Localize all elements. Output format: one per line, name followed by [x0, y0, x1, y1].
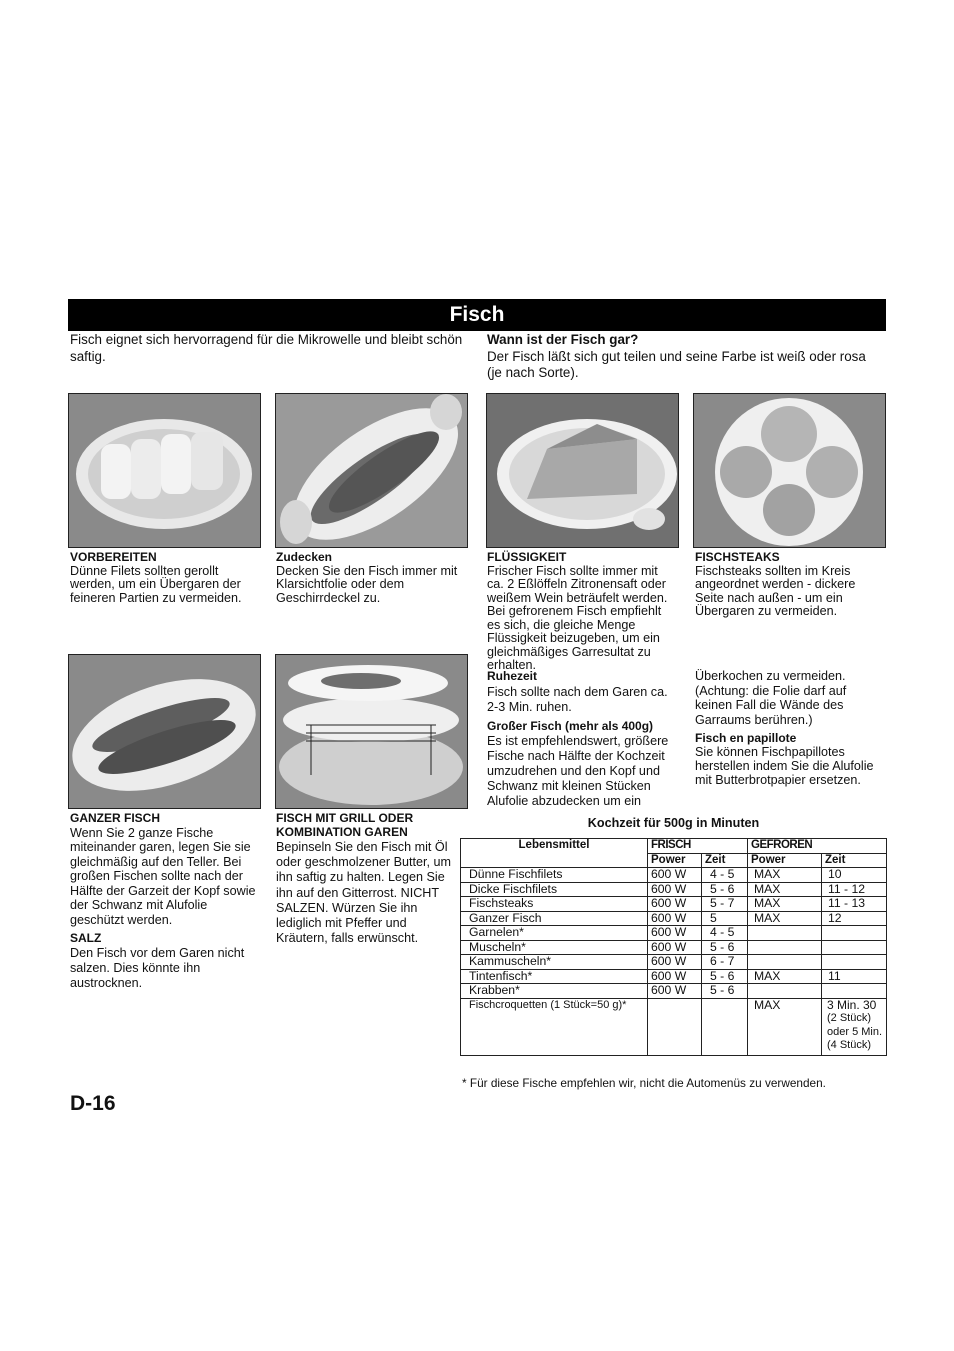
intro-text: Fisch eignet sich hervorragend für die Mikrowelle und bleibt schön saftig.	[70, 332, 463, 364]
row-food: Garnelen*	[461, 926, 648, 941]
croquette-time-line3: oder 5 Min.	[827, 1025, 883, 1038]
row-frozen-time	[822, 998, 887, 1055]
croquette-time-line2: (2 Stück)	[827, 1012, 872, 1024]
cover-text: Decken Sie den Fisch immer mit Klarsichtfolie oder dem Geschirrdeckel zu.	[276, 563, 458, 605]
row-fresh-time: 6 - 7	[702, 955, 748, 970]
croquette-time-line1: 3 Min. 30	[827, 997, 877, 1012]
section-whole-fish	[70, 812, 260, 991]
row-frozen-power: MAX	[748, 897, 822, 912]
row-frozen-power: MAX	[748, 969, 822, 984]
row-frozen-power	[748, 955, 822, 970]
row-frozen-time: 11 - 12	[822, 882, 887, 897]
row-fresh-time: 5 - 6	[702, 984, 748, 999]
row-fresh-time	[702, 998, 748, 1055]
row-frozen-time: 10	[822, 868, 887, 883]
large-fish-heading: Großer Fisch (mehr als 400g)	[487, 719, 654, 733]
salt-text: Den Fisch vor dem Garen nicht salzen. Dies könnte ihn austrocknen.	[70, 945, 245, 990]
section-liquid	[487, 551, 677, 673]
photo-covering-fish	[275, 393, 468, 548]
row-food: Ganzer Fisch	[461, 911, 648, 926]
resting-heading: Ruhezeit	[487, 669, 538, 683]
table-title: Kochzeit für 500g in Minuten	[587, 816, 760, 830]
subheader-frozen-time: Zeit	[822, 853, 887, 868]
grill-text: Bepinseln Sie den Fisch mit Öl oder geschmolzener Butter, um ihn saftig zu halten. Legen Sie ihn auf den Gitterrost. NICHT SALZEN. Würzen Sie ihn lediglich mit Pfeffer und Kräutern, falls erwünscht.	[276, 840, 452, 946]
photo-grill-rack	[275, 654, 468, 809]
row-fresh-power: 600 W	[648, 926, 702, 941]
subheader-blank	[461, 853, 648, 868]
header-fresh: FRISCH	[648, 839, 748, 854]
table-row	[461, 969, 887, 984]
cooking-time-table	[460, 838, 887, 1056]
table-row	[461, 998, 887, 1055]
liquid-heading: FLÜSSIGKEIT	[487, 550, 567, 564]
section-grill	[276, 812, 458, 946]
row-fresh-power: 600 W	[648, 955, 702, 970]
table-row	[461, 911, 887, 926]
row-fresh-power: 600 W	[648, 897, 702, 912]
table-row	[461, 955, 887, 970]
photo-whole-fish	[68, 654, 261, 809]
row-frozen-time: 11	[822, 969, 887, 984]
photo-liquid	[486, 393, 679, 548]
photo-fish-steaks	[693, 393, 886, 548]
footnote: * Für diese Fische empfehlen wir, nicht die Automenüs zu verwenden.	[462, 1076, 826, 1090]
row-frozen-power: MAX	[748, 998, 822, 1055]
row-frozen-power: MAX	[748, 911, 822, 926]
row-food: Fischsteaks	[461, 897, 648, 912]
row-food: Muscheln*	[461, 940, 648, 955]
page-number: D-16	[70, 1092, 116, 1115]
prepare-text: Dünne Filets sollten gerollt werden, um ein Übergaren der feineren Partien zu vermeiden.	[70, 563, 242, 605]
papillote-text: Sie können Fischpapillotes herstellen indem Sie die Alufolie mit Butterbrotpapier ersetzen.	[695, 745, 874, 787]
row-food: Kammuscheln*	[461, 955, 648, 970]
subheader-fresh-power: Power	[648, 853, 702, 868]
row-frozen-time	[822, 926, 887, 941]
large-fish-text: Es ist empfehlendswert, größere Fische nach Hälfte der Kochzeit umzudrehen und den Kopf und Schwanz mit kleinen Stücken Alufolie abzudecken um ein	[487, 734, 669, 808]
row-fresh-power: 600 W	[648, 940, 702, 955]
row-food: Dünne Fischfilets	[461, 868, 648, 883]
section-overcooking	[695, 669, 885, 787]
row-frozen-time: 11 - 13	[822, 897, 887, 912]
header-food: Lebensmittel	[461, 839, 648, 854]
section-prepare	[70, 551, 260, 605]
liquid-text: Frischer Fisch sollte immer mit ca. 2 Eßlöffeln Zitronensaft oder weißem Wein beträufelt werden. Bei gefrorenem Fisch empfiehlt es sich, die gleiche Menge Flüssigkeit beizugeben, um ein gleichmäßiges Garresultat zu erhalten.	[487, 563, 668, 672]
row-fresh-time: 5 - 6	[702, 969, 748, 984]
table-row	[461, 868, 887, 883]
row-fresh-time: 5 - 6	[702, 940, 748, 955]
row-fresh-power	[648, 998, 702, 1055]
whole-fish-text: Wenn Sie 2 ganze Fische miteinander garen, legen Sie sie gleichmäßig auf den Teller. Bei großen Fischen sollte nach der Hälfte der Garzeit der Kopf sowie der Schwanz mit Alufolie geschützt werden.	[70, 825, 256, 927]
row-fresh-power: 600 W	[648, 969, 702, 984]
table-row	[461, 984, 887, 999]
row-frozen-power: MAX	[748, 882, 822, 897]
papillote-heading: Fisch en papillote	[695, 731, 797, 745]
row-food: Tintenfisch*	[461, 969, 648, 984]
row-frozen-time	[822, 940, 887, 955]
table-row	[461, 882, 887, 897]
row-fresh-time: 5	[702, 911, 748, 926]
doneness-block	[487, 332, 882, 382]
section-resting-time	[487, 669, 677, 809]
row-fresh-time: 4 - 5	[702, 926, 748, 941]
fish-steaks-heading: FISCHSTEAKS	[695, 550, 780, 564]
croquette-time-line4: (4 Stück)	[827, 1039, 872, 1051]
overcooking-text: Überkochen zu vermeiden. (Achtung: die Folie darf auf keinen Fall die Wände des Garraums berühren.)	[695, 669, 847, 727]
row-fresh-time: 5 - 7	[702, 897, 748, 912]
doneness-heading: Wann ist der Fisch gar?	[487, 332, 639, 347]
salt-heading: SALZ	[70, 931, 102, 945]
page-title-banner: Fisch	[68, 299, 886, 331]
row-frozen-time	[822, 955, 887, 970]
subheader-frozen-power: Power	[748, 853, 822, 868]
table-header-row	[461, 839, 887, 854]
cover-heading: Zudecken	[276, 550, 333, 564]
row-frozen-time: 12	[822, 911, 887, 926]
row-fresh-time: 4 - 5	[702, 868, 748, 883]
row-food: Dicke Fischfilets	[461, 882, 648, 897]
header-frozen: GEFROREN	[748, 839, 887, 854]
photo-rolled-fillets	[68, 393, 261, 548]
prepare-heading: VORBEREITEN	[70, 550, 157, 564]
table-row	[461, 940, 887, 955]
section-cover	[276, 551, 468, 605]
section-fish-steaks	[695, 551, 885, 619]
row-fresh-power: 600 W	[648, 984, 702, 999]
row-food: Fischcroquetten (1 Stück=50 g)*	[461, 998, 648, 1055]
row-frozen-power	[748, 984, 822, 999]
row-food: Krabben*	[461, 984, 648, 999]
resting-text: Fisch sollte nach dem Garen ca. 2-3 Min. ruhen.	[487, 685, 668, 714]
fish-steaks-text: Fischsteaks sollten im Kreis angeordnet werden - dickere Seite nach außen - um ein Übergaren zu vermeiden.	[695, 563, 856, 618]
doneness-text: Der Fisch läßt sich gut teilen und seine Farbe ist weiß oder rosa (je nach Sorte).	[487, 348, 866, 380]
row-frozen-power: MAX	[748, 868, 822, 883]
grill-heading: FISCH MIT GRILL ODER KOMBINATION GAREN	[276, 811, 414, 839]
table-subheader-row	[461, 853, 887, 868]
row-frozen-power	[748, 940, 822, 955]
row-fresh-time: 5 - 6	[702, 882, 748, 897]
subheader-fresh-time: Zeit	[702, 853, 748, 868]
table-row	[461, 897, 887, 912]
row-fresh-power: 600 W	[648, 882, 702, 897]
row-frozen-power	[748, 926, 822, 941]
whole-fish-heading: GANZER FISCH	[70, 811, 160, 825]
row-fresh-power: 600 W	[648, 868, 702, 883]
table-row	[461, 926, 887, 941]
row-frozen-time	[822, 984, 887, 999]
row-fresh-power: 600 W	[648, 911, 702, 926]
